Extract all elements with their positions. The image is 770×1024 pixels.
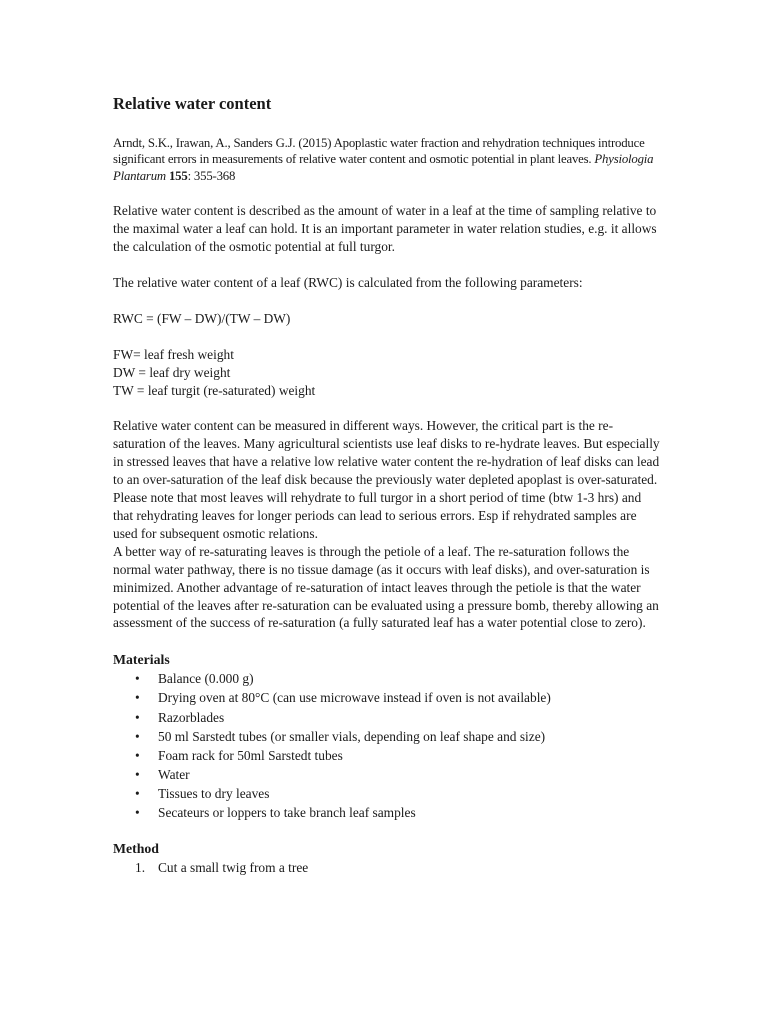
- bullet-icon: •: [135, 709, 140, 725]
- document-title: Relative water content: [113, 94, 272, 113]
- definition-fw: FW= leaf fresh weight: [113, 346, 234, 362]
- rwc-formula: RWC = (FW – DW)/(TW – DW): [113, 310, 291, 326]
- reference-citation: [113, 135, 663, 184]
- better-method-paragraph: A better way of re-saturating leaves is through the petiole of a leaf. The re-saturation follows the normal water pathway, there is no tissue damage (as it occurs with leaf disks), and over-saturation is minimized. Another advantage of re-saturation of intact leaves through the petiole is that the water potential of the leaves after re-saturation can be evaluated using a pressure bomb, thereby allowing an assessment of the success of re-saturation (a fully saturated leaf has a water potential close to zero).: [113, 543, 659, 631]
- measure-paragraph: Relative water content can be measured in different ways. However, the critical part is the re-saturation of the leaves. Many agricultural scientists use leaf disks to re-hydrate leaves. But especially in stressed leaves that have a relative low relative water content the re-hydration of leaf disks can lead to an over-saturation of the leaf disk because the previously water depleted apoplast is over-saturated.: [113, 418, 660, 488]
- definition-dw: DW = leaf dry weight: [113, 364, 231, 380]
- list-item: • Foam rack for 50ml Sarstedt tubes: [113, 746, 663, 765]
- reference-journal: Physiologia Plantarum: [113, 152, 654, 183]
- reference-volume: 155: [168, 168, 188, 183]
- materials-list: [113, 669, 663, 822]
- note-paragraph: Please note that most leaves will rehydrate to full turgor in a short period of time (btw 1-3 hrs) and that rehydrating leaves for longer periods can lead to serious errors. Esp if rehydrated samples are used for subsequent osmotic relations.: [113, 490, 642, 541]
- bullet-icon: •: [135, 747, 140, 763]
- bullet-icon: •: [135, 690, 140, 706]
- materials-heading: Materials: [113, 652, 170, 668]
- definitions-list: [113, 346, 663, 400]
- bullet-icon: •: [135, 766, 140, 782]
- step-text: Cut a small twig from a tree: [158, 860, 309, 876]
- reference-text: Arndt, S.K., Irawan, A., Sanders G.J. (2015) Apoplastic water fraction and rehydration techniques introduce significant errors in measurements of relative water content and osmotic potential in plant leaves.: [113, 136, 645, 167]
- method-steps: [113, 858, 663, 877]
- list-item: • Balance (0.000 g): [113, 669, 663, 688]
- bullet-icon: •: [135, 785, 140, 801]
- list-item: • Razorblades: [113, 708, 663, 727]
- list-item: • Drying oven at 80°C (can use microwave instead if oven is not available): [113, 688, 663, 707]
- list-item: • Water: [113, 765, 663, 784]
- list-item: • 50 ml Sarstedt tubes (or smaller vials, depending on leaf shape and size): [113, 727, 663, 746]
- bullet-icon: •: [135, 728, 140, 744]
- calc-intro-paragraph: The relative water content of a leaf (RWC) is calculated from the following parameters:: [113, 274, 583, 290]
- bullet-icon: •: [135, 671, 140, 687]
- list-item: • Secateurs or loppers to take branch leaf samples: [113, 803, 663, 822]
- method-heading: Method: [113, 841, 159, 857]
- definition-tw: TW = leaf turgit (re-saturated) weight: [113, 382, 316, 398]
- reference-pages: : 355-368: [187, 168, 236, 183]
- document-body: [113, 94, 663, 877]
- list-item: • Tissues to dry leaves: [113, 784, 663, 803]
- method-step: [113, 858, 663, 877]
- bullet-icon: •: [135, 805, 140, 820]
- step-number: 1.: [135, 860, 146, 876]
- intro-paragraph: Relative water content is described as the amount of water in a leaf at the time of sampling relative to the maximal water a leaf can hold. It is an important parameter in water relation studies, e.g. it allows the calculation of the osmotic potential at full turgor.: [113, 203, 657, 255]
